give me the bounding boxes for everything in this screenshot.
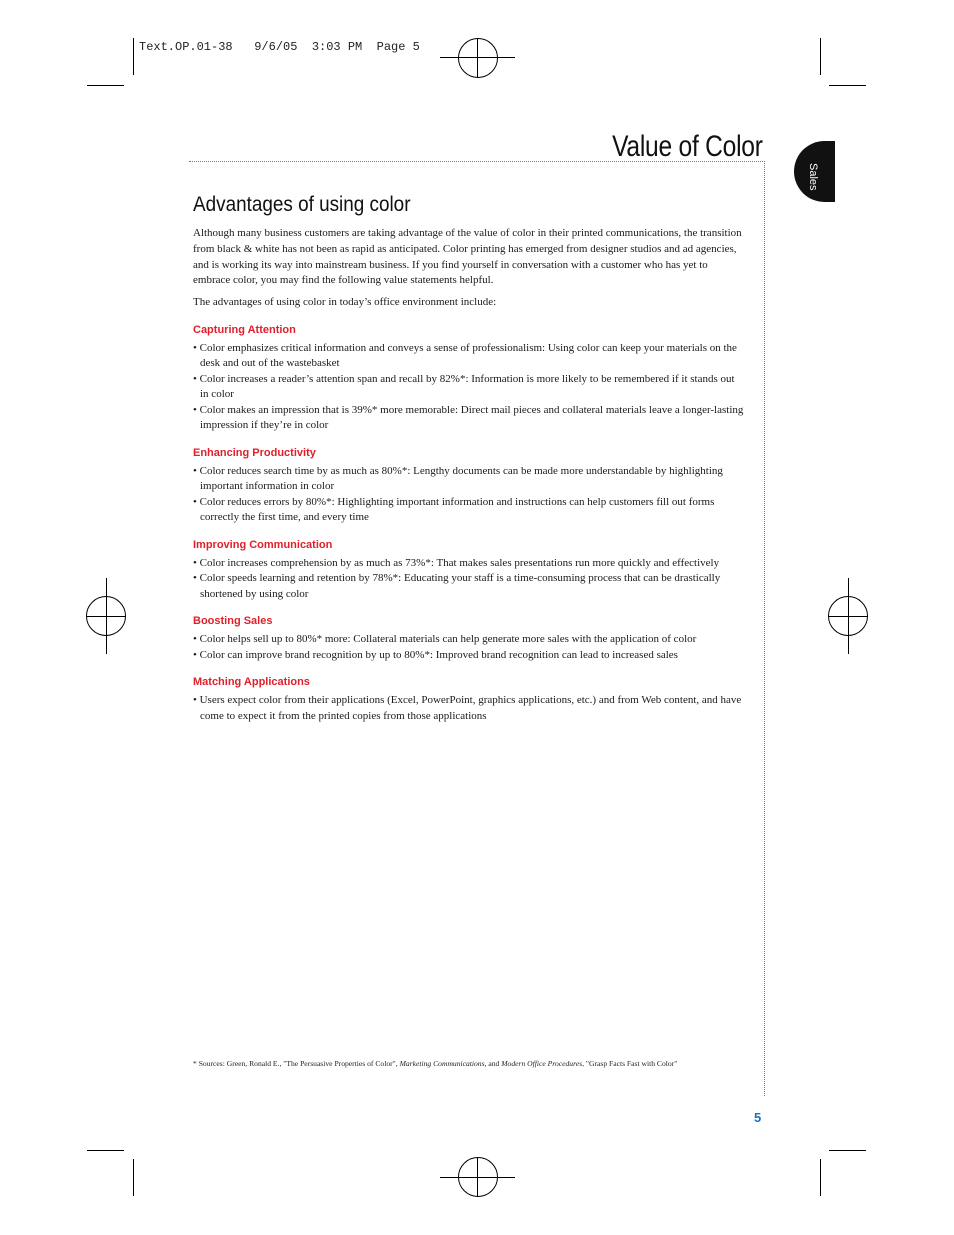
list-item: • Users expect color from their applications (Excel, PowerPoint, graphics applications, etc.) and from Web content, and have come to expect it from the printed copies from those applications — [193, 694, 742, 722]
list-item: • Color reduces search time by as much as 80%*: Lengthy documents can be made more understandable by highlighting important information in color — [193, 464, 723, 493]
page-number: 5 — [754, 1110, 762, 1125]
list-item: • Color emphasizes critical information and conveys a sense of professionalism: Using color can keep your materials on the desk and out of the wastebasket — [193, 341, 737, 370]
section-heading: Enhancing Productivity — [193, 446, 316, 459]
section-heading: Boosting Sales — [193, 615, 273, 628]
footnote — [193, 1059, 753, 1068]
list-item: • Color helps sell up to 80%* more: Collateral materials can help generate more sales with the application of color — [193, 633, 697, 646]
subtitle: Advantages of using color — [193, 193, 411, 216]
list-item: • Color increases comprehension by as much as 73%*: That makes sales presentations run more quickly and effectively — [193, 556, 720, 569]
bullet-list — [193, 693, 745, 724]
list-item: • Color can improve brand recognition by up to 80%*: Improved brand recognition can lead to increased sales — [193, 648, 678, 661]
section-heading: Capturing Attention — [193, 323, 296, 336]
footnote-post: , "Grasp Facts Fast with Color" — [582, 1059, 678, 1068]
section-heading: Improving Communication — [193, 538, 333, 551]
bullet-list — [193, 341, 745, 434]
list-item: • Color makes an impression that is 39%* more memorable: Direct mail pieces and collateral materials leave a longer-lasting impression if they’re in color — [193, 403, 744, 432]
section-boosting-sales — [193, 615, 745, 663]
list-item: • Color speeds learning and retention by 78%*: Educating your staff is a time-consuming process that can be drastically shortened by using color — [193, 572, 721, 600]
main-content — [193, 193, 745, 724]
footnote-mid: , and — [484, 1059, 502, 1068]
section-enhancing-productivity — [193, 447, 745, 526]
footnote-pre: * Sources: Green, Ronald E., "The Persuasive Properties of Color", — [193, 1059, 400, 1068]
section-tab-label: Sales — [807, 163, 819, 191]
print-slug: Text.OP.01-38 9/6/05 3:03 PM Page 5 — [139, 40, 420, 54]
list-item: • Color reduces errors by 80%*: Highlighting important information and instructions can help customers fill out forms correctly the first time, and every time — [193, 495, 715, 524]
lead-paragraph: The advantages of using color in today’s office environment include: — [193, 296, 497, 309]
footnote-publication: Modern Office Procedures — [501, 1059, 583, 1068]
section-heading: Matching Applications — [193, 676, 310, 689]
page-title: Value of Color — [612, 130, 763, 163]
intro-paragraph: Although many business customers are taking advantage of the value of color in their printed communications, the transition from black & white has not been as rapid as anticipated. Color printing has emerged from designer studios and ad agencies, and is working its way into mainstream business. If you find yourself in conversation with a customer who has yet to embrace color, you may find the following value statements helpful. — [193, 227, 742, 287]
list-item: • Color increases a reader’s attention span and recall by 82%*: Information is more likely to be remembered if it stands out in color — [193, 372, 735, 401]
footnote-publication: Marketing Communications — [399, 1059, 485, 1068]
bullet-list — [193, 556, 745, 603]
section-improving-communication — [193, 539, 745, 603]
bullet-list — [193, 632, 745, 663]
bullet-list — [193, 464, 745, 526]
section-matching-applications — [193, 676, 745, 724]
side-rule — [764, 161, 765, 1096]
section-capturing-attention — [193, 324, 745, 434]
header-rule — [189, 161, 765, 162]
